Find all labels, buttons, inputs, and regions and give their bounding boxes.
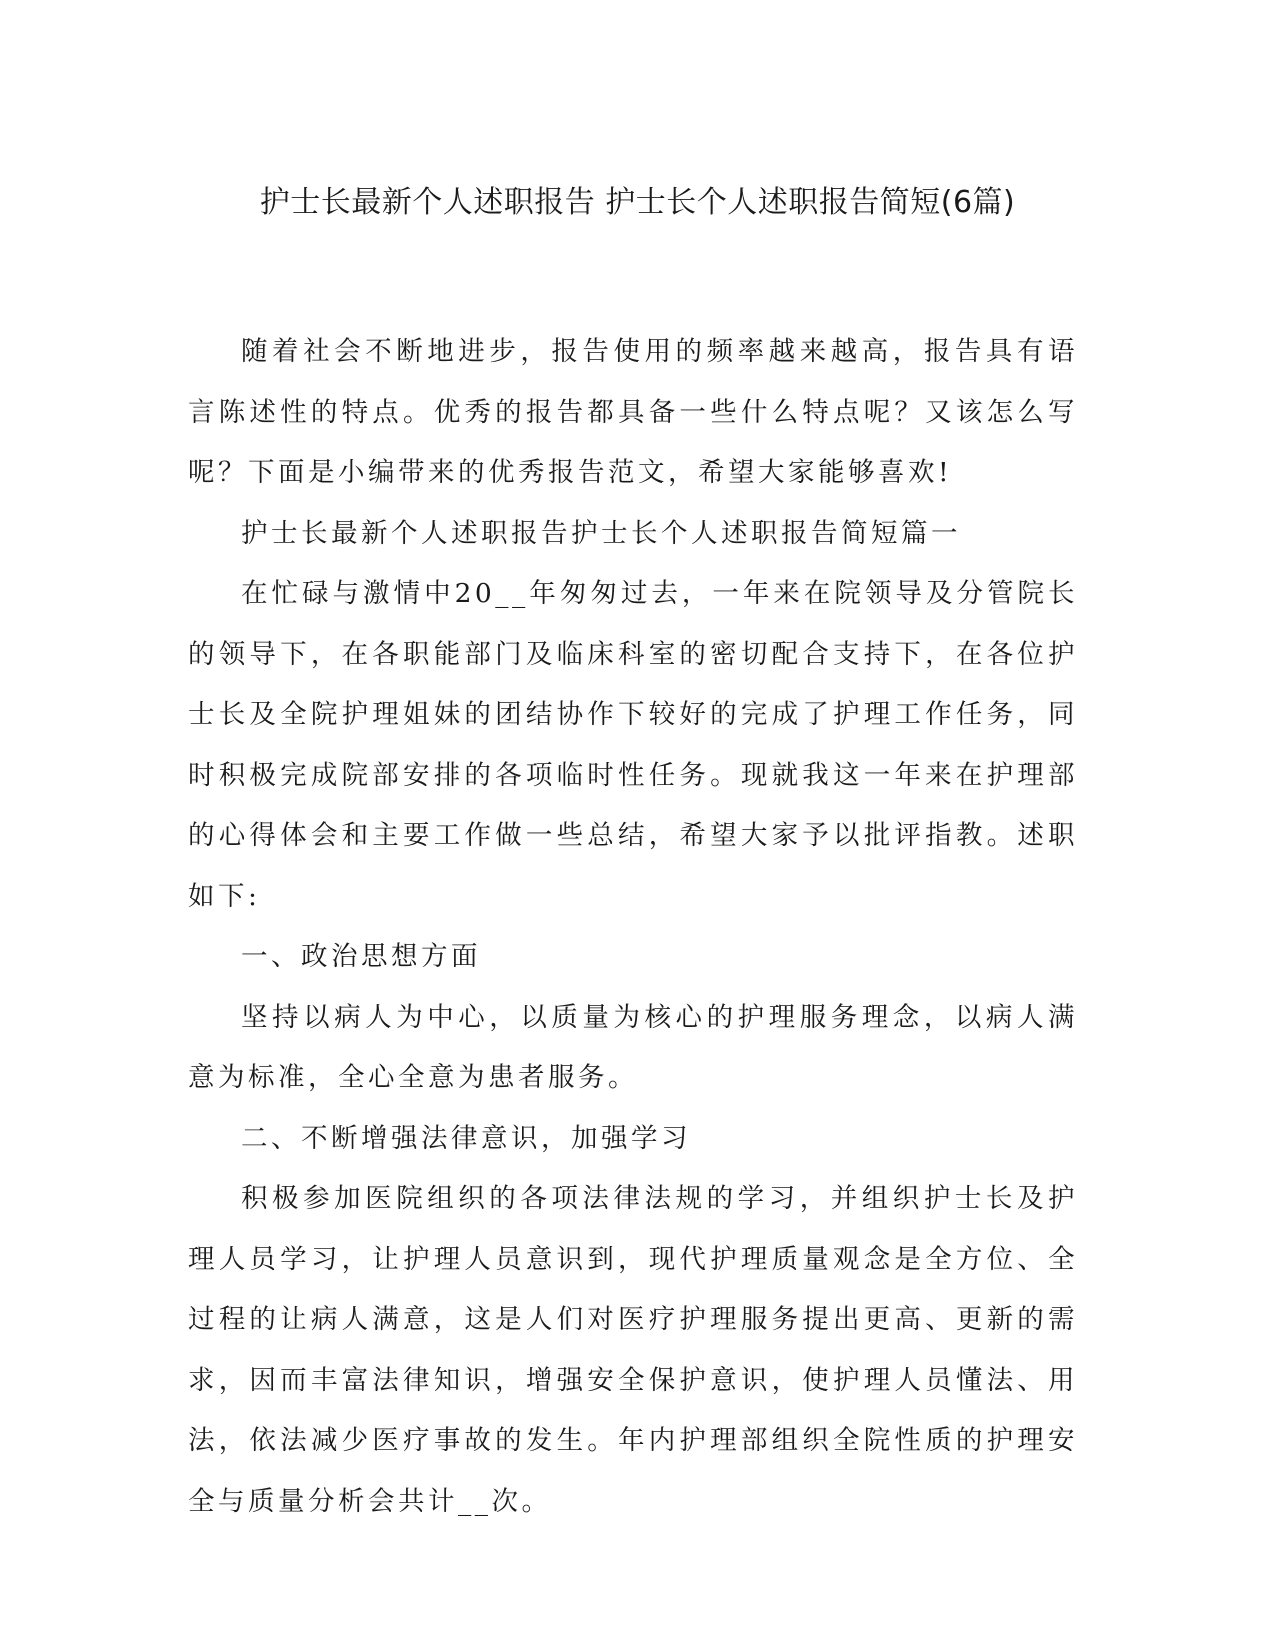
section-heading: 护士长最新个人述职报告护士长个人述职报告简短篇一 — [241, 517, 961, 549]
section-heading: 一、政治思想方面 — [241, 941, 481, 972]
section-heading: 二、不断增强法律意识，加强学习 — [241, 1122, 691, 1154]
intro-paragraph: 随着社会不断地进步，报告使用的频率越来越高，报告具有语言陈述性的特点。优秀的报告都具备一些什么特点呢？又该怎么写呢？下面是小编带来的优秀报告范文，希望大家能够喜欢! — [188, 336, 1078, 488]
body-paragraph: 坚持以病人为中心，以质量为核心的护理服务理念，以病人满意为标准，全心全意为患者服务。 — [188, 1001, 1078, 1093]
body-paragraph: 在忙碌与激情中20__年匆匆过去，一年来在院领导及分管院长的领导下，在各职能部门及临床科室的密切配合支持下，在各位护士长及全院护理姐妹的团结协作下较好的完成了护理工作任务，同时积极完成院部安排的各项临时性任务。现就我这一年来在护理部的心得体会和主要工作做一些总结，希望大家予以批评指教。述职如下: — [188, 578, 1078, 912]
body-paragraph: 积极参加医院组织的各项法律法规的学习，并组织护士长及护理人员学习，让护理人员意识到，现代护理质量观念是全方位、全过程的让病人满意，这是人们对医疗护理服务提出更高、更新的需求，因而丰富法律知识，增强安全保护意识，使护理人员懂法、用法，依法减少医疗事故的发生。年内护理部组织全院性质的护理安全与质量分析会共计__次。 — [188, 1183, 1078, 1517]
document-body — [188, 322, 1078, 1532]
document-title: 护士长最新个人述职报告 护士长个人述职报告简短(6篇) — [259, 185, 1016, 220]
